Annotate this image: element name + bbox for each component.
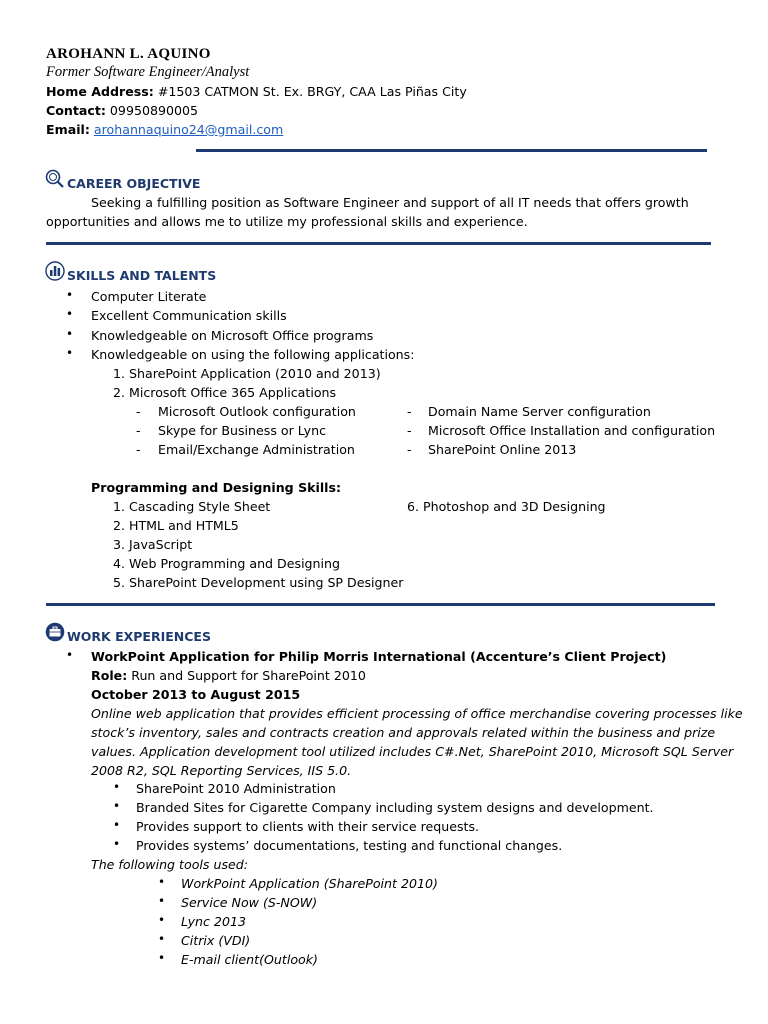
- duty-item: Branded Sites for Cigarette Company including system designs and development.: [136, 800, 654, 815]
- duty-item: Provides support to clients with their service requests.: [136, 819, 480, 834]
- project-description: stock’s inventory, sales and contracts creation and approvals related within the business and prize: [91, 725, 716, 740]
- contact: [46, 101, 198, 120]
- bullet-icon: •: [66, 648, 74, 662]
- project-description: 2008 R2, SQL Reporting Services, IIS 5.0.: [91, 763, 352, 778]
- dash-icon: -: [407, 404, 412, 419]
- home-address: [46, 82, 467, 101]
- programming-item: 2. HTML and HTML5: [113, 518, 239, 533]
- o365-item: Skype for Business or Lync: [158, 423, 326, 438]
- skill-item: Knowledgeable on Microsoft Office programs: [91, 328, 374, 343]
- o365-item: Microsoft Outlook configuration: [158, 404, 356, 419]
- bullet-icon: •: [158, 875, 166, 889]
- dash-icon: -: [136, 404, 141, 419]
- chart-icon: [45, 261, 65, 281]
- programming-item: 6. Photoshop and 3D Designing: [407, 499, 606, 514]
- work-heading: WORK EXPERIENCES: [67, 629, 211, 644]
- role-line: [91, 666, 366, 685]
- bullet-icon: •: [158, 932, 166, 946]
- role-label: Role:: [91, 668, 128, 683]
- programming-item: 3. JavaScript: [113, 537, 193, 552]
- dash-icon: -: [407, 442, 412, 457]
- programming-item: 5. SharePoint Development using SP Designer: [113, 575, 404, 590]
- career-heading: CAREER OBJECTIVE: [67, 176, 201, 191]
- contact-label: Contact:: [46, 103, 106, 118]
- bullet-icon: •: [158, 913, 166, 927]
- skill-item: Computer Literate: [91, 289, 207, 304]
- bullet-icon: •: [113, 818, 121, 832]
- email-link[interactable]: arohannaquino24@gmail.com: [93, 122, 284, 137]
- programming-heading: Programming and Designing Skills:: [91, 480, 342, 495]
- role-value: Run and Support for SharePoint 2010: [131, 668, 366, 683]
- email: [46, 120, 283, 139]
- o365-item: Microsoft Office Installation and configuration: [428, 423, 716, 438]
- career-divider: [46, 242, 711, 245]
- address-value: #1503 CATMON St. Ex. BRGY, CAA Las Piñas City: [157, 84, 467, 99]
- header-divider: [196, 149, 707, 152]
- project-title: WorkPoint Application for Philip Morris International (Accenture’s Client Project): [91, 649, 667, 664]
- duty-item: SharePoint 2010 Administration: [136, 781, 336, 796]
- dash-icon: -: [136, 442, 141, 457]
- programming-item: 4. Web Programming and Designing: [113, 556, 341, 571]
- skill-item: Knowledgeable on using the following applications:: [91, 347, 415, 362]
- address-label: Home Address:: [46, 84, 154, 99]
- project-description: values. Application development tool utilized includes C#.Net, SharePoint 2010, Microsoft SQL Server: [91, 744, 734, 759]
- project-description: Online web application that provides efficient processing of office merchandise covering processes like: [91, 706, 743, 721]
- applicant-name: AROHANN L. AQUINO: [46, 46, 211, 62]
- email-label: Email:: [46, 122, 90, 137]
- tool-item: Citrix (VDI): [181, 933, 251, 948]
- o365-item: SharePoint Online 2013: [428, 442, 577, 457]
- skills-heading: SKILLS AND TALENTS: [67, 268, 217, 283]
- magnifier-icon: [45, 169, 65, 189]
- applicant-title: Former Software Engineer/Analyst: [46, 64, 250, 80]
- programming-item: 1. Cascading Style Sheet: [113, 499, 271, 514]
- app-item: 1. SharePoint Application (2010 and 2013): [113, 366, 381, 381]
- duty-item: Provides systems’ documentations, testing and functional changes.: [136, 838, 563, 853]
- tools-heading: The following tools used:: [91, 857, 248, 872]
- o365-item: Domain Name Server configuration: [428, 404, 651, 419]
- bullet-icon: •: [158, 951, 166, 965]
- o365-item: Email/Exchange Administration: [158, 442, 355, 457]
- bullet-icon: •: [113, 780, 121, 794]
- bullet-icon: •: [113, 837, 121, 851]
- dash-icon: -: [407, 423, 412, 438]
- tool-item: WorkPoint Application (SharePoint 2010): [181, 876, 438, 891]
- bullet-icon: •: [158, 894, 166, 908]
- tool-item: Service Now (S-NOW): [181, 895, 318, 910]
- dash-icon: -: [136, 423, 141, 438]
- briefcase-icon: [45, 622, 65, 642]
- career-line-1: Seeking a fulfilling position as Software Engineer and support of all IT needs that offers growth: [91, 195, 689, 210]
- skill-item: Excellent Communication skills: [91, 308, 287, 323]
- bullet-icon: •: [66, 288, 74, 302]
- bullet-icon: •: [66, 327, 74, 341]
- tool-item: Lync 2013: [181, 914, 246, 929]
- bullet-icon: •: [66, 307, 74, 321]
- contact-value: 09950890005: [109, 103, 199, 118]
- tool-item: E-mail client(Outlook): [181, 952, 318, 967]
- project-dates: October 2013 to August 2015: [91, 687, 301, 702]
- app-item: 2. Microsoft Office 365 Applications: [113, 385, 337, 400]
- bullet-icon: •: [66, 346, 74, 360]
- career-line-2: opportunities and allows me to utilize my professional skills and experience.: [46, 214, 528, 229]
- skills-divider: [46, 603, 715, 606]
- bullet-icon: •: [113, 799, 121, 813]
